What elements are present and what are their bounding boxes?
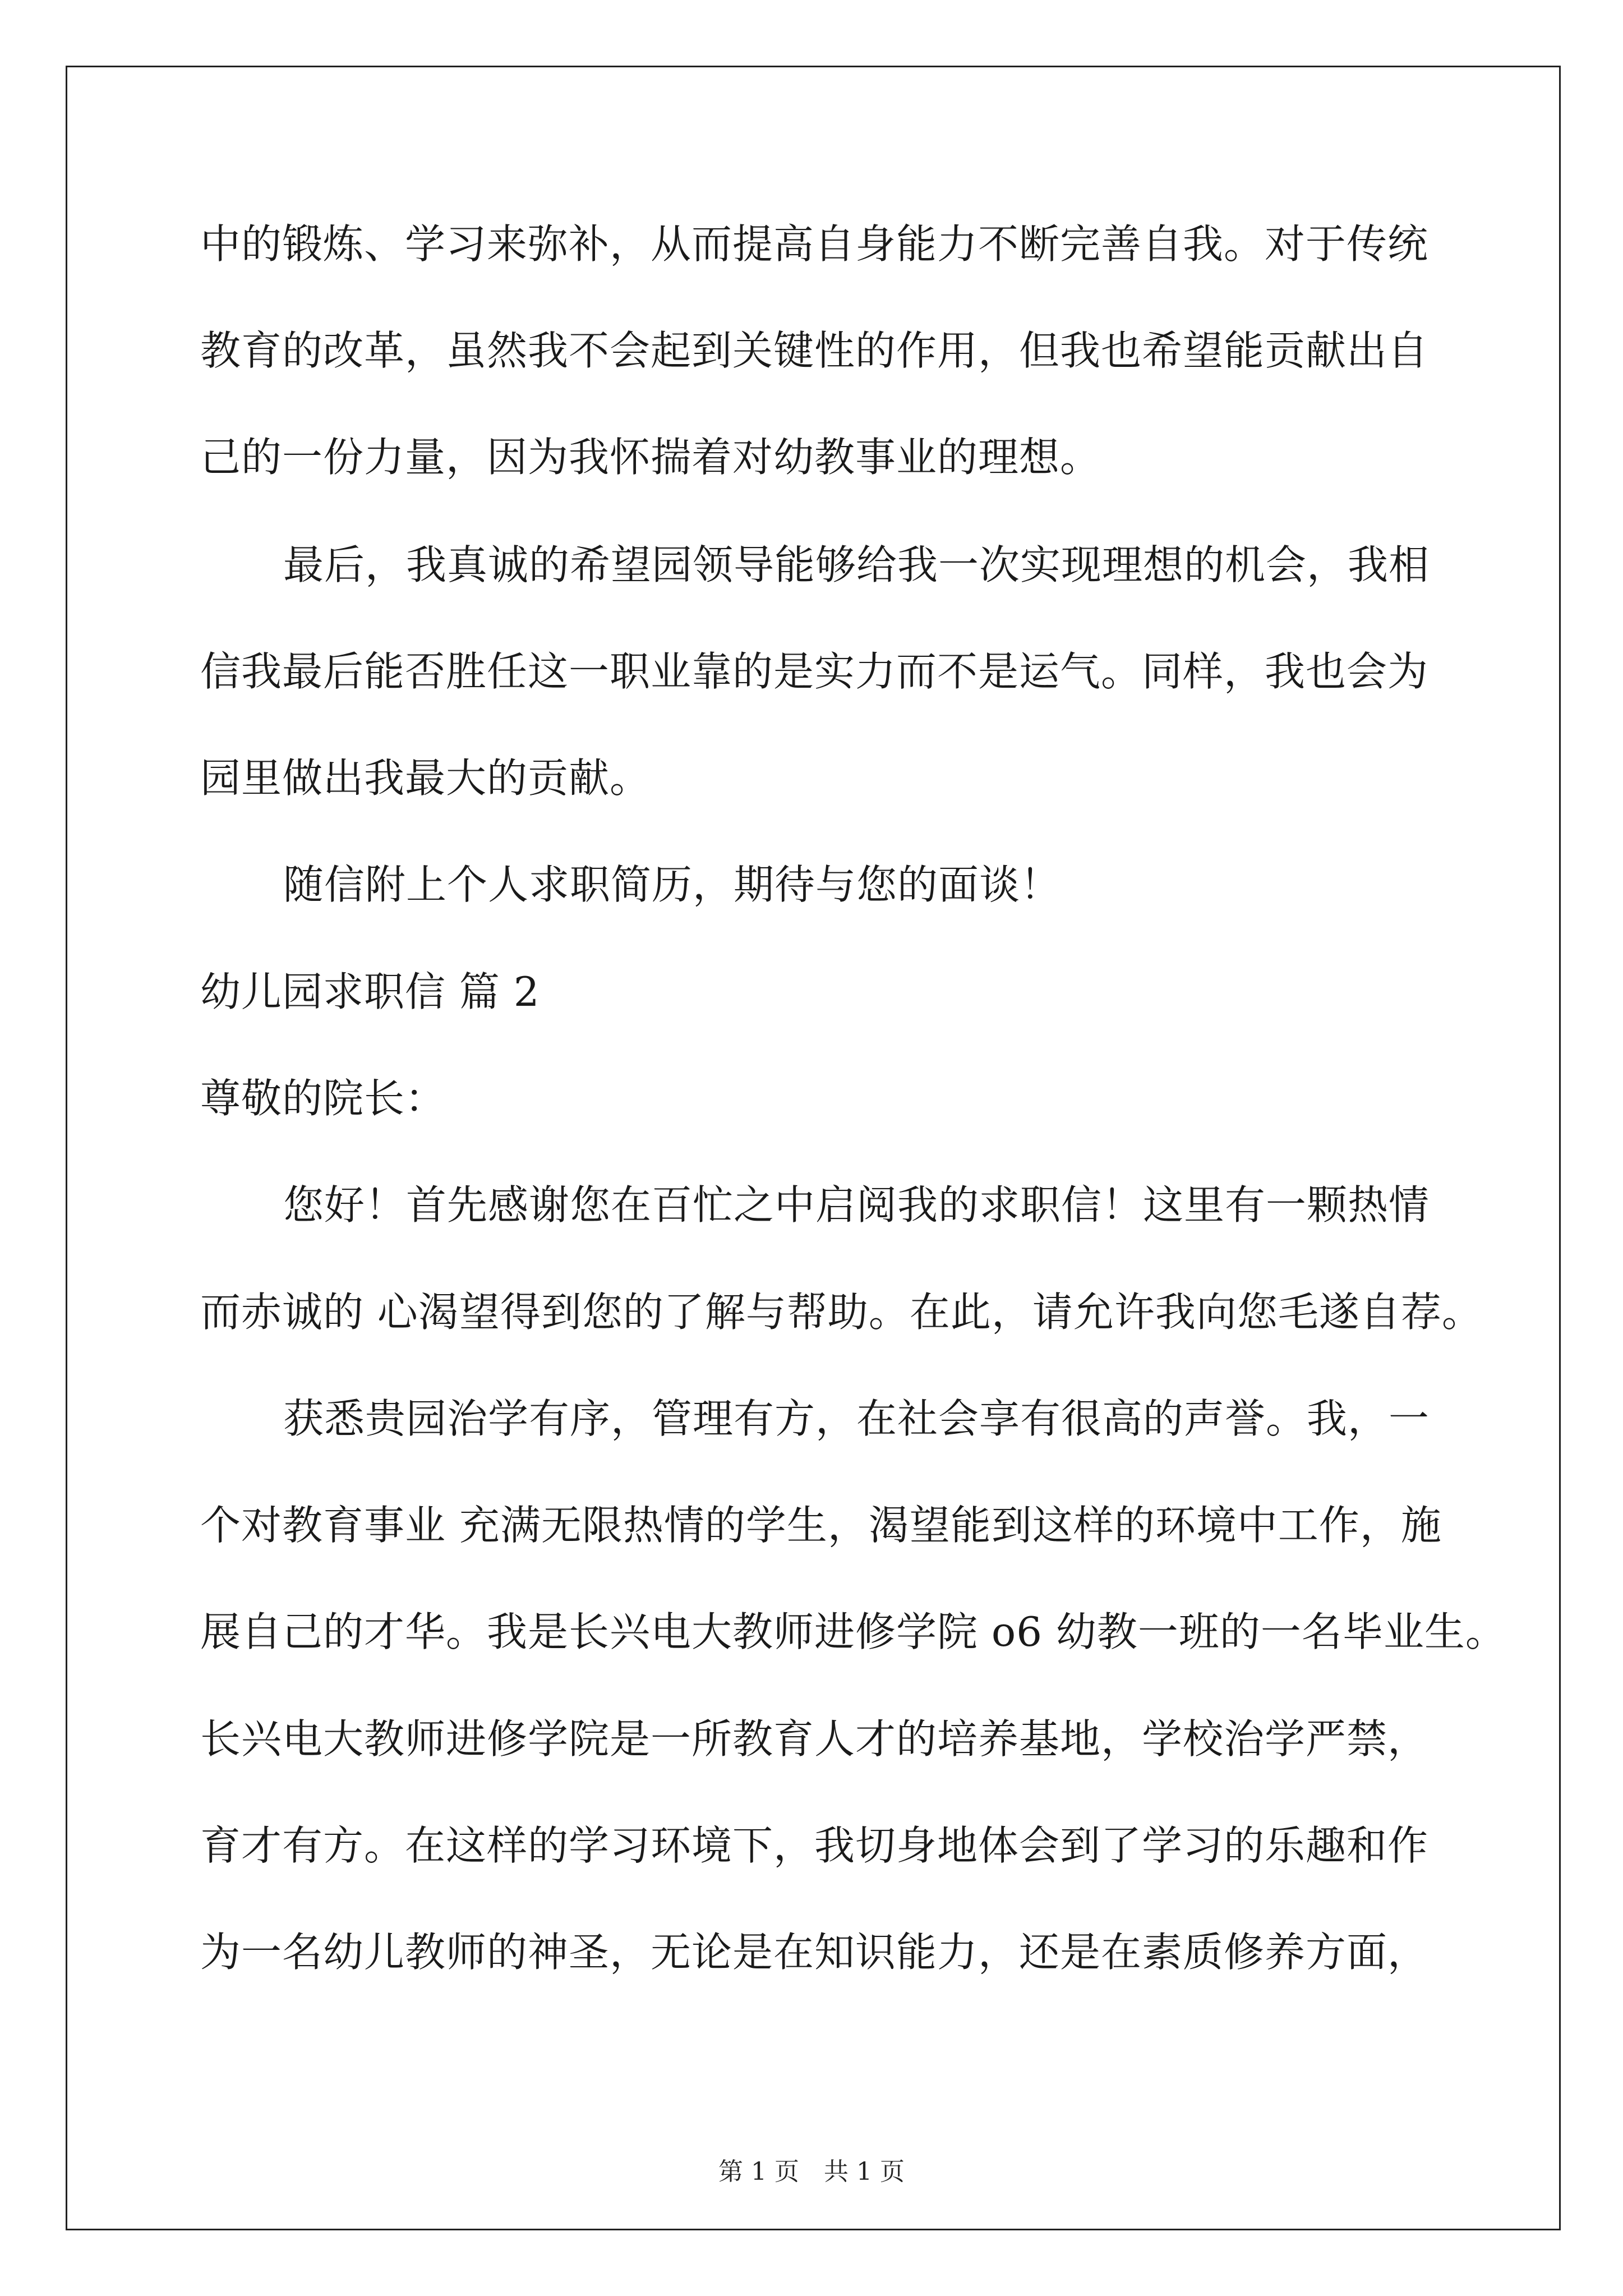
page-border <box>66 66 1561 2230</box>
paragraph-start: 获悉贵园治学有序，管理有方，在社会享有很高的声誉。我，一 <box>283 1395 1430 1442</box>
paragraph-start: 您好！首先感谢您在百忙之中启阅我的求职信！这里有一颗热情 <box>283 1181 1430 1228</box>
paragraph-start: 随信附上个人求职简历，期待与您的面谈！ <box>283 861 1062 908</box>
text-line: 而赤诚的 心渴望得到您的了解与帮助。在此，请允许我向您毛遂自荐。 <box>200 1289 1483 1336</box>
text-line: 园里做出我最大的贡献。 <box>200 754 651 802</box>
text-line: 展自己的才华。我是长兴电大教师进修学院 o6 幼教一班的一名毕业生。 <box>200 1608 1506 1655</box>
text-line: 信我最后能否胜任这一职业靠的是实力而不是运气。同样，我也会为 <box>200 648 1429 695</box>
text-line: 育才有方。在这样的学习环境下，我切身地体会到了学习的乐趣和作 <box>200 1822 1429 1869</box>
page-footer: 第 1 页 共 1 页 <box>718 2157 905 2186</box>
text-line: 长兴电大教师进修学院是一所教育人才的培养基地，学校治学严禁， <box>200 1715 1429 1763</box>
text-line: 教育的改革，虽然我不会起到关键性的作用，但我也希望能贡献出自 <box>200 327 1429 374</box>
text-line: 中的锻炼、学习来弥补，从而提高自身能力不断完善自我。对于传统 <box>200 220 1429 268</box>
text-line: 为一名幼儿教师的神圣，无论是在知识能力，还是在素质修养方面， <box>200 1929 1429 1976</box>
paragraph-start: 最后，我真诚的希望园领导能够给我一次实现理想的机会，我相 <box>283 541 1430 588</box>
section-heading: 幼儿园求职信 篇 2 <box>200 968 540 1015</box>
text-line: 己的一份力量，因为我怀揣着对幼教事业的理想。 <box>200 434 1101 481</box>
text-line: 个对教育事业 充满无限热情的学生，渴望能到这样的环境中工作，施 <box>200 1502 1442 1549</box>
salutation: 尊敬的院长： <box>200 1075 446 1122</box>
